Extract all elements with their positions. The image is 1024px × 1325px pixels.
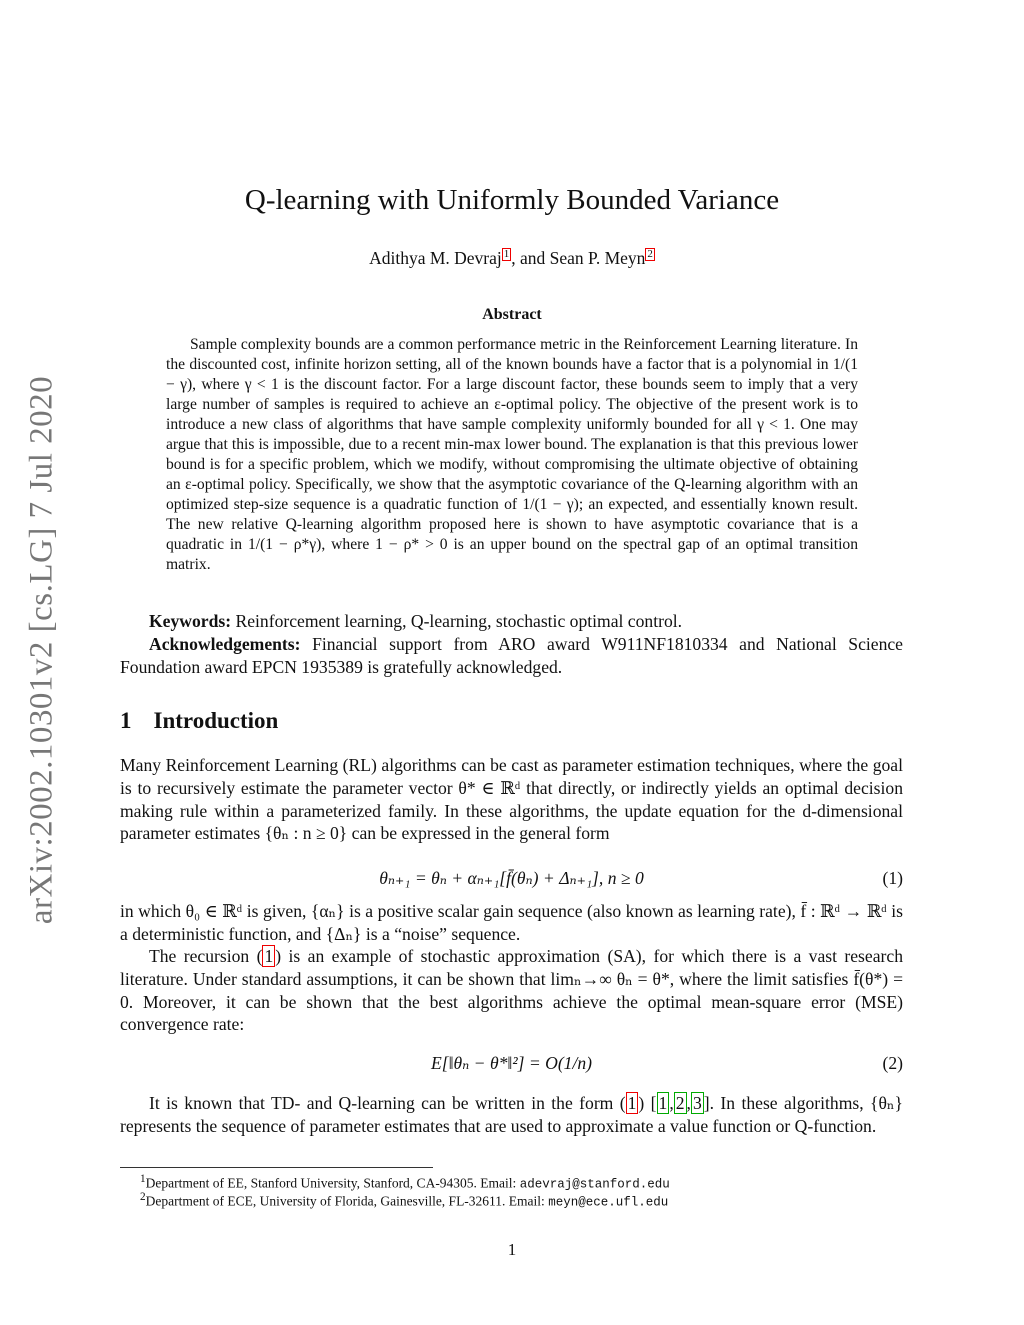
text: ]. In these algorithms, {θₙ} represents the sequence of parameter estimates that are used to approximate a value function or Q-function.: [120, 1093, 903, 1136]
paper-title: Q-learning with Uniformly Bounded Variance: [244, 184, 780, 216]
footnote-rule: [120, 1167, 433, 1168]
footnote-link-2[interactable]: 2: [647, 248, 653, 261]
acknowledgements: [120, 633, 903, 679]
author-1: Adithya M. Devraj: [369, 248, 502, 268]
footnote-link-1[interactable]: 1: [503, 248, 510, 261]
equation-ref-1[interactable]: 1: [264, 946, 274, 966]
page-number: 1: [507, 1240, 517, 1259]
citation-3[interactable]: 3: [692, 1093, 702, 1113]
equation-ref-1[interactable]: 1: [627, 1093, 637, 1113]
equation-1-math: θₙ₊₁ = θₙ + αₙ₊₁[f̄(θₙ) + Δₙ₊₁], n ≥ 0: [379, 868, 644, 888]
text: The recursion (: [149, 946, 263, 966]
section-heading: [120, 708, 278, 734]
footnote-1: [140, 1173, 670, 1192]
keywords-text: Reinforcement learning, Q-learning, stochastic optimal control.: [231, 611, 683, 631]
footnote-text: Department of EE, Stanford University, Stanford, CA-94305. Email:: [145, 1175, 520, 1191]
abstract-heading: Abstract: [482, 306, 542, 323]
section-number: 1: [120, 708, 132, 733]
authors: [0, 248, 1024, 269]
footnote-email[interactable]: adevraj@stanford.edu: [519, 1177, 670, 1192]
footnote-2: [140, 1191, 668, 1210]
footnote-mark: 1: [140, 1173, 146, 1185]
paragraph-4: It is known that TD- and Q-learning can be written in the form ( 1 ) [ 1 , 2 , 3 ]. In these algorithms, {θₙ} represents the sequence of parameter estimates that are used to approximate a value function or Q-function.: [120, 1093, 903, 1136]
citation-2[interactable]: 2: [675, 1093, 685, 1113]
abstract-text: Sample complexity bounds are a common performance metric in the Reinforcement Learning literature. In the discounted cost, infinite horizon setting, all of the known bounds have a factor that is a polynomial in 1/(1 − γ), where γ < 1 is the discount factor. For a large discount factor, these bounds seem to imply that a very large number of samples is required to achieve an ε-optimal policy. The objective of the present work is to introduce a new class of algorithms that have sample complexity uniformly bounded for all γ < 1. One may argue that this is impossible, due to a recent min-max lower bound. The explanation is that this previous lower bound is for a specific problem, which we modify, without compromising the ultimate objective of obtaining an ε-optimal policy. Specifically, we show that the asymptotic covariance of the Q-learning algorithm with an optimized step-size sequence is a quadratic function of 1/(1 − γ); an expected, and essentially known result. The new relative Q-learning algorithm proposed here is shown to have asymptotic covariance that is a quadratic in 1/(1 − ρ*γ), where 1 − ρ* > 0 is an upper bound on the spectral gap of an optimal transition matrix.: [166, 336, 858, 573]
paragraph-1: Many Reinforcement Learning (RL) algorithms can be cast as parameter estimation techniques, where the goal is to recursively estimate the parameter vector θ* ∈ ℝᵈ that directly, or indirectly yields an optimal decision making rule within a parameterized family. In these algorithms, the update equation for the d-dimensional parameter estimates {θₙ : n ≥ 0} can be expressed in the general form: [120, 755, 903, 844]
text: ) [: [638, 1093, 657, 1113]
arxiv-identifier: arXiv:2002.10301v2 [cs.LG] 7 Jul 2020: [23, 375, 60, 925]
paragraph-2: in which θ₀ ∈ ℝᵈ is given, {αₙ} is a positive scalar gain sequence (also known as learning rate), f̄ : ℝᵈ → ℝᵈ is a deterministic function, and {Δₙ} is a “noise” sequence.: [120, 901, 903, 944]
paragraph-3: [120, 945, 903, 1036]
author-2: , and Sean P. Meyn: [511, 248, 646, 268]
keywords: [120, 610, 903, 633]
section-title: Introduction: [153, 708, 279, 733]
citation-1[interactable]: 1: [658, 1093, 668, 1113]
keywords-label: Keywords:: [149, 611, 232, 631]
footnote-mark: 2: [140, 1191, 146, 1203]
acknowledgements-label: Acknowledgements:: [149, 634, 301, 654]
footnote-text: Department of ECE, University of Florida, Gainesville, FL-32611. Email:: [145, 1193, 549, 1209]
equation-1-number: (1): [882, 868, 903, 888]
footnote-email[interactable]: meyn@ece.ufl.edu: [548, 1195, 669, 1210]
equation-2-number: (2): [882, 1053, 903, 1073]
equation-2-math: E[‖θₙ − θ*‖²] = O(1/n): [430, 1053, 593, 1073]
text: ) is an example of stochastic approximation (SA), for which there is a vast research literature. Under standard assumptions, it can be shown that limₙ→∞ θₙ = θ*, where the limit satisfies f̄(θ*) = 0. Moreover, it can be shown that the best algorithms achieve the optimal mean-square error (MSE) convergence rate:: [120, 946, 903, 1035]
text: It is known that TD- and Q-learning can be written in the form (: [149, 1093, 626, 1113]
acknowledgements-text: Financial support from ARO award W911NF1810334 and National Science Foundation award EPCN 1935389 is gratefully acknowledged.: [120, 634, 903, 677]
